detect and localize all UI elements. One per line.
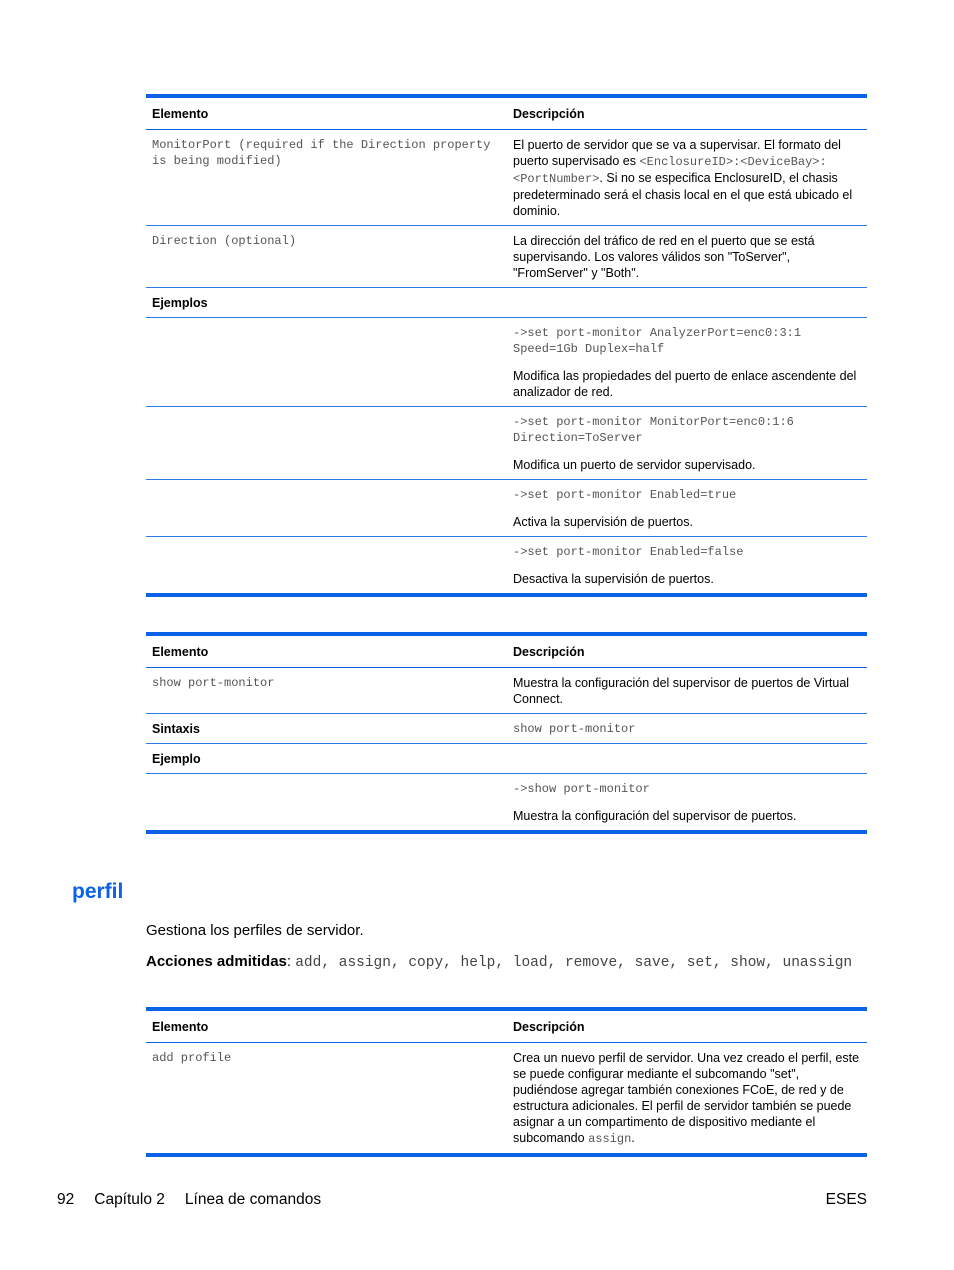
- example-header-row: [146, 744, 867, 774]
- locale-code: ESES: [825, 1191, 867, 1208]
- table-row: [146, 407, 867, 480]
- supported-actions: Acciones admitidas: add, assign, copy, help, load, remove, save, set, show, unassign: [146, 953, 853, 971]
- example-cell: [506, 318, 867, 407]
- example-code: ->set port-monitor AnalyzerPort=enc0:3:1 Speed=1Gb Duplex=half: [513, 326, 802, 356]
- actions-label: Acciones admitidas: [146, 953, 287, 970]
- table-row: [146, 130, 867, 226]
- monitor-port-table: [146, 94, 867, 597]
- column-header-element: Elemento: [146, 1009, 506, 1043]
- syntax-label: Sintaxis: [146, 714, 506, 744]
- example-code: ->set port-monitor Enabled=true: [513, 488, 737, 502]
- description-add-profile: Crea un nuevo perfil de servidor. Una vez creado el perfil, este se puede configurar mediante el subcomando "set", pudiéndose agregar también conexiones FCoE, de red y de estructura adicionales. El perfil de servidor también se puede asignar a un compartimento de dispositivo mediante el subcomando assign.: [513, 1051, 860, 1146]
- table-row: [146, 537, 867, 596]
- chapter-title: Línea de comandos: [184, 1191, 322, 1208]
- table-row: [146, 480, 867, 537]
- assign-code: assign: [588, 1132, 632, 1146]
- element-monitorport: MonitorPort (required if the Direction property is being modified): [146, 130, 506, 226]
- example-cell: [506, 537, 867, 596]
- examples-header-row: [146, 288, 867, 318]
- example-description: Modifica las propiedades del puerto de enlace ascendente del analizador de red.: [513, 369, 857, 399]
- table-row: [146, 668, 867, 714]
- example-description: Modifica un puerto de servidor supervisado.: [513, 458, 756, 472]
- column-header-description: Descripción: [506, 96, 867, 130]
- example-label: Ejemplo: [146, 744, 506, 774]
- example-code: ->set port-monitor MonitorPort=enc0:1:6 Direction=ToServer: [513, 415, 794, 445]
- example-description: Desactiva la supervisión de puertos.: [513, 572, 714, 586]
- example-description: Muestra la configuración del supervisor de puertos.: [513, 809, 797, 823]
- enclosure-format-code: <EnclosureID>:<DeviceBay>:<PortNumber>: [513, 155, 827, 186]
- example-cell: [506, 774, 867, 833]
- example-cell: [506, 407, 867, 480]
- example-code: ->set port-monitor Enabled=false: [513, 545, 744, 559]
- syntax-code: show port-monitor: [506, 714, 867, 744]
- table-header-row: [146, 634, 867, 668]
- page-footer: [57, 1191, 867, 1209]
- table-row: [146, 226, 867, 288]
- page-number: 92: [57, 1191, 75, 1208]
- example-code: ->show port-monitor: [513, 782, 650, 796]
- column-header-description: Descripción: [506, 1009, 867, 1043]
- table-row: [146, 774, 867, 833]
- add-profile-table: [146, 1007, 867, 1157]
- table-header-row: [146, 1009, 867, 1043]
- example-cell: [506, 480, 867, 537]
- element-show-port-monitor: show port-monitor: [146, 668, 506, 714]
- table-row: [146, 1043, 867, 1156]
- chapter-label: Capítulo 2: [94, 1191, 165, 1208]
- description-monitorport: El puerto de servidor que se va a supervisar. El formato del puerto supervisado es <EnclosureID>:<DeviceBay>:<PortNumber>. Si no se especifica EnclosureID, el chasis predeterminado será el chasis local en el que está ubicado el dominio.: [506, 130, 867, 226]
- syntax-row: [146, 714, 867, 744]
- section-title: perfil: [72, 880, 124, 903]
- table-header-row: [146, 96, 867, 130]
- show-port-monitor-table: [146, 632, 867, 834]
- description-direction: La dirección del tráfico de red en el puerto que se está supervisando. Los valores válidos son "ToServer", "FromServer" y "Both".: [506, 226, 867, 288]
- examples-label: Ejemplos: [146, 288, 506, 318]
- example-description: Activa la supervisión de puertos.: [513, 515, 693, 529]
- section-intro: Gestiona los perfiles de servidor.: [146, 922, 364, 939]
- column-header-element: Elemento: [146, 96, 506, 130]
- column-header-element: Elemento: [146, 634, 506, 668]
- element-direction: Direction (optional): [146, 226, 506, 288]
- description-show-port-monitor: Muestra la configuración del supervisor de puertos de Virtual Connect.: [506, 668, 867, 714]
- table-row: [146, 318, 867, 407]
- element-add-profile: add profile: [152, 1051, 232, 1065]
- column-header-description: Descripción: [506, 634, 867, 668]
- actions-list: add, assign, copy, help, load, remove, save, set, show, unassign: [295, 955, 853, 971]
